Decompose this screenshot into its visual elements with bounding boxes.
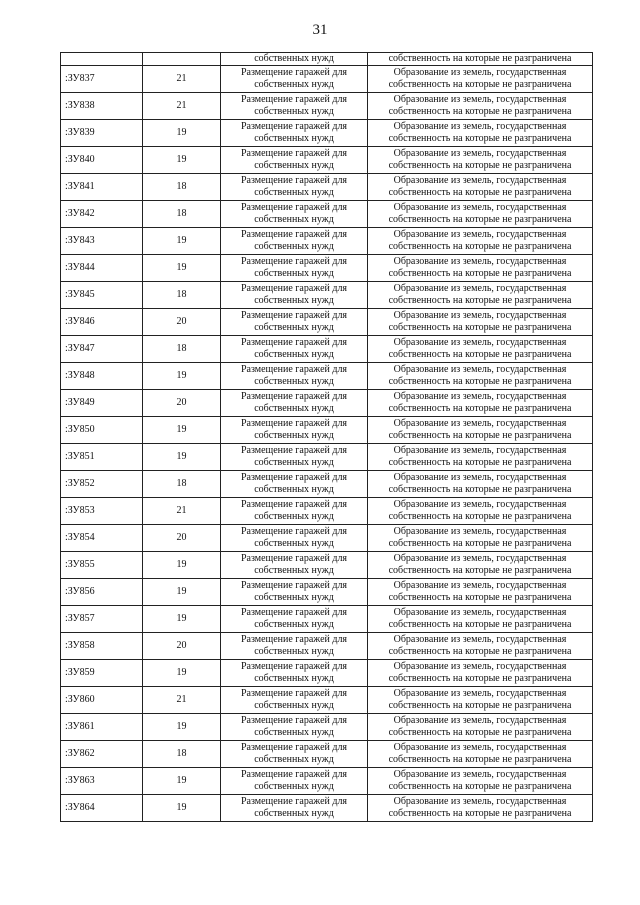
cell-id: :ЗУ846 bbox=[61, 309, 143, 336]
cell-kind bbox=[368, 579, 593, 606]
table-row bbox=[61, 282, 593, 309]
cell-id: :ЗУ862 bbox=[61, 741, 143, 768]
use-line-1: Размещение гаражей для bbox=[240, 94, 348, 105]
use-line-2: собственных нужд bbox=[254, 79, 334, 90]
cell-kind bbox=[368, 606, 593, 633]
use-line-1: Размещение гаражей для bbox=[240, 634, 348, 645]
cell-id: :ЗУ856 bbox=[61, 579, 143, 606]
cell-area: 19 bbox=[143, 228, 221, 255]
cell-kind bbox=[368, 255, 593, 282]
cell-kind bbox=[368, 309, 593, 336]
cell-use bbox=[221, 579, 368, 606]
cell-area: 19 bbox=[143, 579, 221, 606]
use-line-2: собственных нужд bbox=[254, 295, 334, 306]
use-line-1: Размещение гаражей для bbox=[240, 607, 348, 618]
cell-area: 18 bbox=[143, 282, 221, 309]
table-row bbox=[61, 552, 593, 579]
cell-area: 21 bbox=[143, 498, 221, 525]
use-line-2: собственных нужд bbox=[254, 619, 334, 630]
cell-area: 20 bbox=[143, 390, 221, 417]
kind-line-1: Образование из земель, государственная bbox=[393, 580, 567, 591]
cell-kind bbox=[368, 282, 593, 309]
cell-id: :ЗУ842 bbox=[61, 201, 143, 228]
kind-line-1: Образование из земель, государственная bbox=[393, 121, 567, 132]
cell-area bbox=[143, 53, 221, 66]
use-line-2: собственных нужд bbox=[254, 727, 334, 738]
kind-line-1: Образование из земель, государственная bbox=[393, 418, 567, 429]
cell-area: 20 bbox=[143, 633, 221, 660]
table-row bbox=[61, 363, 593, 390]
cell-kind bbox=[368, 471, 593, 498]
use-line-1: Размещение гаражей для bbox=[240, 67, 348, 78]
cell-kind bbox=[368, 795, 593, 822]
cell-use bbox=[221, 444, 368, 471]
cell-area: 19 bbox=[143, 552, 221, 579]
use-line-1: Размещение гаражей для bbox=[240, 661, 348, 672]
cell-id: :ЗУ859 bbox=[61, 660, 143, 687]
cell-area: 19 bbox=[143, 147, 221, 174]
use-line-2: собственных нужд bbox=[254, 808, 334, 819]
cell-kind bbox=[368, 390, 593, 417]
kind-line-2: собственность на которые не разграничена bbox=[388, 295, 572, 306]
cell-kind: собственность на которые не разграничена bbox=[368, 53, 593, 66]
table-row bbox=[61, 768, 593, 795]
cell-kind bbox=[368, 633, 593, 660]
use-line-2: собственных нужд bbox=[254, 133, 334, 144]
kind-line-2: собственность на которые не разграничена bbox=[388, 700, 572, 711]
cell-area: 21 bbox=[143, 93, 221, 120]
cell-use bbox=[221, 93, 368, 120]
cell-area: 19 bbox=[143, 444, 221, 471]
cell-area: 21 bbox=[143, 687, 221, 714]
use-line-1: Размещение гаражей для bbox=[240, 553, 348, 564]
cell-id: :ЗУ839 bbox=[61, 120, 143, 147]
cell-use bbox=[221, 282, 368, 309]
cell-id: :ЗУ853 bbox=[61, 498, 143, 525]
kind-line-2: собственность на которые не разграничена bbox=[388, 484, 572, 495]
cell-use bbox=[221, 606, 368, 633]
table-row bbox=[61, 525, 593, 552]
kind-line-2: собственность на которые не разграничена bbox=[388, 727, 572, 738]
table-row bbox=[61, 714, 593, 741]
use-line-2: собственных нужд bbox=[254, 538, 334, 549]
use-line-2: собственных нужд bbox=[254, 322, 334, 333]
cell-area: 18 bbox=[143, 174, 221, 201]
cell-kind bbox=[368, 147, 593, 174]
cell-area: 19 bbox=[143, 660, 221, 687]
use-line-2: собственных нужд bbox=[254, 781, 334, 792]
use-line-2: собственных нужд bbox=[254, 160, 334, 171]
kind-line-2: собственность на которые не разграничена bbox=[388, 430, 572, 441]
cell-use bbox=[221, 309, 368, 336]
use-line-2: собственных нужд bbox=[254, 457, 334, 468]
kind-line-1: Образование из земель, государственная bbox=[393, 148, 567, 159]
table-row-continuation bbox=[61, 53, 593, 66]
cell-id: :ЗУ857 bbox=[61, 606, 143, 633]
cell-area: 20 bbox=[143, 309, 221, 336]
use-line-1: Размещение гаражей для bbox=[240, 796, 348, 807]
cell-id: :ЗУ851 bbox=[61, 444, 143, 471]
cell-use bbox=[221, 714, 368, 741]
kind-line-2: собственность на которые не разграничена bbox=[388, 619, 572, 630]
table-row bbox=[61, 741, 593, 768]
cell-area: 19 bbox=[143, 606, 221, 633]
cell-area: 19 bbox=[143, 417, 221, 444]
table-row bbox=[61, 174, 593, 201]
kind-line-1: Образование из земель, государственная bbox=[393, 688, 567, 699]
kind-line-2: собственность на которые не разграничена bbox=[388, 133, 572, 144]
kind-line-1: Образование из земель, государственная bbox=[393, 175, 567, 186]
cell-kind bbox=[368, 552, 593, 579]
kind-line-2: собственность на которые не разграничена bbox=[388, 457, 572, 468]
cell-kind bbox=[368, 660, 593, 687]
table-row bbox=[61, 498, 593, 525]
use-line-2: собственных нужд bbox=[254, 241, 334, 252]
cell-use bbox=[221, 687, 368, 714]
kind-line-1: Образование из земель, государственная bbox=[393, 715, 567, 726]
cell-id: :ЗУ861 bbox=[61, 714, 143, 741]
use-line-1: Размещение гаражей для bbox=[240, 418, 348, 429]
use-line-2: собственных нужд bbox=[254, 565, 334, 576]
cell-use bbox=[221, 255, 368, 282]
use-line-1: Размещение гаражей для bbox=[240, 175, 348, 186]
kind-line-2: собственность на которые не разграничена bbox=[388, 349, 572, 360]
table-row bbox=[61, 309, 593, 336]
table-row bbox=[61, 606, 593, 633]
kind-line-2: собственность на которые не разграничена bbox=[388, 511, 572, 522]
cell-kind bbox=[368, 228, 593, 255]
cell-id: :ЗУ841 bbox=[61, 174, 143, 201]
cell-use bbox=[221, 660, 368, 687]
kind-line-2: собственность на которые не разграничена bbox=[388, 592, 572, 603]
kind-line-1: Образование из земель, государственная bbox=[393, 607, 567, 618]
table-row bbox=[61, 687, 593, 714]
table-row bbox=[61, 390, 593, 417]
table-row bbox=[61, 228, 593, 255]
table-row bbox=[61, 579, 593, 606]
use-line-1: Размещение гаражей для bbox=[240, 229, 348, 240]
kind-line-2: собственность на которые не разграничена bbox=[388, 646, 572, 657]
cell-id: :ЗУ854 bbox=[61, 525, 143, 552]
use-line-2: собственных нужд bbox=[254, 646, 334, 657]
cell-use bbox=[221, 498, 368, 525]
kind-line-2: собственность на которые не разграничена bbox=[388, 322, 572, 333]
cell-id: :ЗУ864 bbox=[61, 795, 143, 822]
cell-area: 18 bbox=[143, 336, 221, 363]
cell-kind bbox=[368, 444, 593, 471]
cell-area: 18 bbox=[143, 471, 221, 498]
cell-area: 19 bbox=[143, 255, 221, 282]
cell-area: 20 bbox=[143, 525, 221, 552]
parcels-table-body bbox=[61, 53, 593, 822]
table-row bbox=[61, 417, 593, 444]
cell-area: 19 bbox=[143, 795, 221, 822]
use-line-1: Размещение гаражей для bbox=[240, 742, 348, 753]
cell-area: 21 bbox=[143, 66, 221, 93]
cell-id bbox=[61, 53, 143, 66]
cell-kind bbox=[368, 714, 593, 741]
kind-line-2: собственность на которые не разграничена bbox=[388, 781, 572, 792]
cell-id: :ЗУ847 bbox=[61, 336, 143, 363]
cell-id: :ЗУ858 bbox=[61, 633, 143, 660]
use-line-2: собственных нужд bbox=[254, 754, 334, 765]
parcels-table bbox=[60, 52, 593, 822]
kind-line-1: Образование из земель, государственная bbox=[393, 229, 567, 240]
cell-id: :ЗУ860 bbox=[61, 687, 143, 714]
kind-line-1: Образование из земель, государственная bbox=[393, 499, 567, 510]
cell-use bbox=[221, 120, 368, 147]
cell-id: :ЗУ849 bbox=[61, 390, 143, 417]
use-line-2: собственных нужд bbox=[254, 268, 334, 279]
kind-line-1: Образование из земель, государственная bbox=[393, 553, 567, 564]
cell-area: 18 bbox=[143, 741, 221, 768]
table-row bbox=[61, 795, 593, 822]
cell-kind bbox=[368, 498, 593, 525]
use-line-1: Размещение гаражей для bbox=[240, 337, 348, 348]
use-line-2: собственных нужд bbox=[254, 214, 334, 225]
cell-kind bbox=[368, 336, 593, 363]
use-line-2: собственных нужд bbox=[254, 403, 334, 414]
kind-line-2: собственность на которые не разграничена bbox=[388, 160, 572, 171]
kind-line-1: Образование из земель, государственная bbox=[393, 310, 567, 321]
cell-kind bbox=[368, 93, 593, 120]
kind-line-1: Образование из земель, государственная bbox=[393, 94, 567, 105]
cell-kind bbox=[368, 174, 593, 201]
kind-line-2: собственность на которые не разграничена bbox=[388, 808, 572, 819]
cell-kind bbox=[368, 120, 593, 147]
cell-kind bbox=[368, 417, 593, 444]
kind-line-1: Образование из земель, государственная bbox=[393, 337, 567, 348]
use-line-2: собственных нужд bbox=[254, 673, 334, 684]
use-line-1: Размещение гаражей для bbox=[240, 580, 348, 591]
kind-line-2: собственность на которые не разграничена bbox=[388, 268, 572, 279]
kind-line-2: собственность на которые не разграничена bbox=[388, 241, 572, 252]
use-line-1: Размещение гаражей для bbox=[240, 283, 348, 294]
cell-area: 19 bbox=[143, 714, 221, 741]
cell-area: 18 bbox=[143, 201, 221, 228]
use-line-1: Размещение гаражей для bbox=[240, 202, 348, 213]
table-row bbox=[61, 147, 593, 174]
kind-line-2: собственность на которые не разграничена bbox=[388, 214, 572, 225]
cell-id: :ЗУ850 bbox=[61, 417, 143, 444]
table-row bbox=[61, 255, 593, 282]
kind-line-1: Образование из земель, государственная bbox=[393, 364, 567, 375]
kind-line-1: Образование из земель, государственная bbox=[393, 526, 567, 537]
cell-use bbox=[221, 390, 368, 417]
kind-line-1: Образование из земель, государственная bbox=[393, 661, 567, 672]
use-line-1: Размещение гаражей для bbox=[240, 148, 348, 159]
kind-line-1: Образование из земель, государственная bbox=[393, 769, 567, 780]
kind-line-2: собственность на которые не разграничена bbox=[388, 673, 572, 684]
cell-kind bbox=[368, 525, 593, 552]
use-line-2: собственных нужд bbox=[254, 592, 334, 603]
table-row bbox=[61, 93, 593, 120]
table-row bbox=[61, 66, 593, 93]
use-line-1: Размещение гаражей для bbox=[240, 472, 348, 483]
cell-id: :ЗУ840 bbox=[61, 147, 143, 174]
kind-line-1: Образование из земель, государственная bbox=[393, 445, 567, 456]
kind-line-2: собственность на которые не разграничена bbox=[388, 403, 572, 414]
cell-use bbox=[221, 417, 368, 444]
use-line-1: Размещение гаражей для bbox=[240, 256, 348, 267]
cell-id: :ЗУ855 bbox=[61, 552, 143, 579]
use-line-2: собственных нужд bbox=[254, 349, 334, 360]
kind-line-2: собственность на которые не разграничена bbox=[388, 106, 572, 117]
cell-kind bbox=[368, 66, 593, 93]
table-row bbox=[61, 336, 593, 363]
cell-use bbox=[221, 201, 368, 228]
cell-id: :ЗУ838 bbox=[61, 93, 143, 120]
cell-kind bbox=[368, 741, 593, 768]
use-line-1: Размещение гаражей для bbox=[240, 715, 348, 726]
kind-line-1: Образование из земель, государственная bbox=[393, 472, 567, 483]
use-line-1: Размещение гаражей для bbox=[240, 121, 348, 132]
cell-use: собственных нужд bbox=[221, 53, 368, 66]
cell-id: :ЗУ848 bbox=[61, 363, 143, 390]
use-line-1: Размещение гаражей для bbox=[240, 769, 348, 780]
cell-use bbox=[221, 174, 368, 201]
cell-area: 19 bbox=[143, 768, 221, 795]
use-line-1: Размещение гаражей для bbox=[240, 526, 348, 537]
use-line-2: собственных нужд bbox=[254, 700, 334, 711]
cell-kind bbox=[368, 768, 593, 795]
cell-use bbox=[221, 795, 368, 822]
table-row bbox=[61, 471, 593, 498]
cell-use bbox=[221, 336, 368, 363]
page-number: 31 bbox=[312, 22, 328, 38]
kind-line-2: собственность на которые не разграничена bbox=[388, 754, 572, 765]
use-line-1: Размещение гаражей для bbox=[240, 445, 348, 456]
cell-use bbox=[221, 471, 368, 498]
kind-line-1: Образование из земель, государственная bbox=[393, 742, 567, 753]
kind-line-1: Образование из земель, государственная bbox=[393, 67, 567, 78]
cell-id: :ЗУ845 bbox=[61, 282, 143, 309]
use-line-1: Размещение гаражей для bbox=[240, 499, 348, 510]
use-line-2: собственных нужд bbox=[254, 484, 334, 495]
cell-id: :ЗУ852 bbox=[61, 471, 143, 498]
cell-use bbox=[221, 228, 368, 255]
use-line-1: Размещение гаражей для bbox=[240, 364, 348, 375]
table-row bbox=[61, 633, 593, 660]
kind-line-2: собственность на которые не разграничена bbox=[388, 187, 572, 198]
cell-use bbox=[221, 768, 368, 795]
kind-line-2: собственность на которые не разграничена bbox=[388, 565, 572, 576]
kind-line-2: собственность на которые не разграничена bbox=[388, 538, 572, 549]
cell-id: :ЗУ837 bbox=[61, 66, 143, 93]
cell-use bbox=[221, 147, 368, 174]
kind-line-2: собственность на которые не разграничена bbox=[388, 79, 572, 90]
cell-use bbox=[221, 363, 368, 390]
kind-line-1: Образование из земель, государственная bbox=[393, 391, 567, 402]
cell-area: 19 bbox=[143, 120, 221, 147]
cell-use bbox=[221, 66, 368, 93]
cell-use bbox=[221, 633, 368, 660]
use-line-2: собственных нужд bbox=[254, 376, 334, 387]
kind-line-2: собственность на которые не разграничена bbox=[388, 376, 572, 387]
use-line-2: собственных нужд bbox=[254, 187, 334, 198]
table-row bbox=[61, 444, 593, 471]
table-row bbox=[61, 201, 593, 228]
use-line-2: собственных нужд bbox=[254, 106, 334, 117]
cell-kind bbox=[368, 363, 593, 390]
cell-id: :ЗУ863 bbox=[61, 768, 143, 795]
cell-id: :ЗУ843 bbox=[61, 228, 143, 255]
kind-line-1: Образование из земель, государственная bbox=[393, 202, 567, 213]
kind-line-1: Образование из земель, государственная bbox=[393, 256, 567, 267]
cell-kind bbox=[368, 687, 593, 714]
cell-kind bbox=[368, 201, 593, 228]
table-row bbox=[61, 660, 593, 687]
kind-line-1: Образование из земель, государственная bbox=[393, 634, 567, 645]
cell-use bbox=[221, 741, 368, 768]
use-line-1: Размещение гаражей для bbox=[240, 310, 348, 321]
table-row bbox=[61, 120, 593, 147]
use-line-1: Размещение гаражей для bbox=[240, 688, 348, 699]
cell-id: :ЗУ844 bbox=[61, 255, 143, 282]
use-line-2: собственных нужд bbox=[254, 430, 334, 441]
cell-use bbox=[221, 552, 368, 579]
kind-line-1: Образование из земель, государственная bbox=[393, 283, 567, 294]
cell-area: 19 bbox=[143, 363, 221, 390]
cell-use bbox=[221, 525, 368, 552]
use-line-1: Размещение гаражей для bbox=[240, 391, 348, 402]
use-line-2: собственных нужд bbox=[254, 511, 334, 522]
kind-line-1: Образование из земель, государственная bbox=[393, 796, 567, 807]
